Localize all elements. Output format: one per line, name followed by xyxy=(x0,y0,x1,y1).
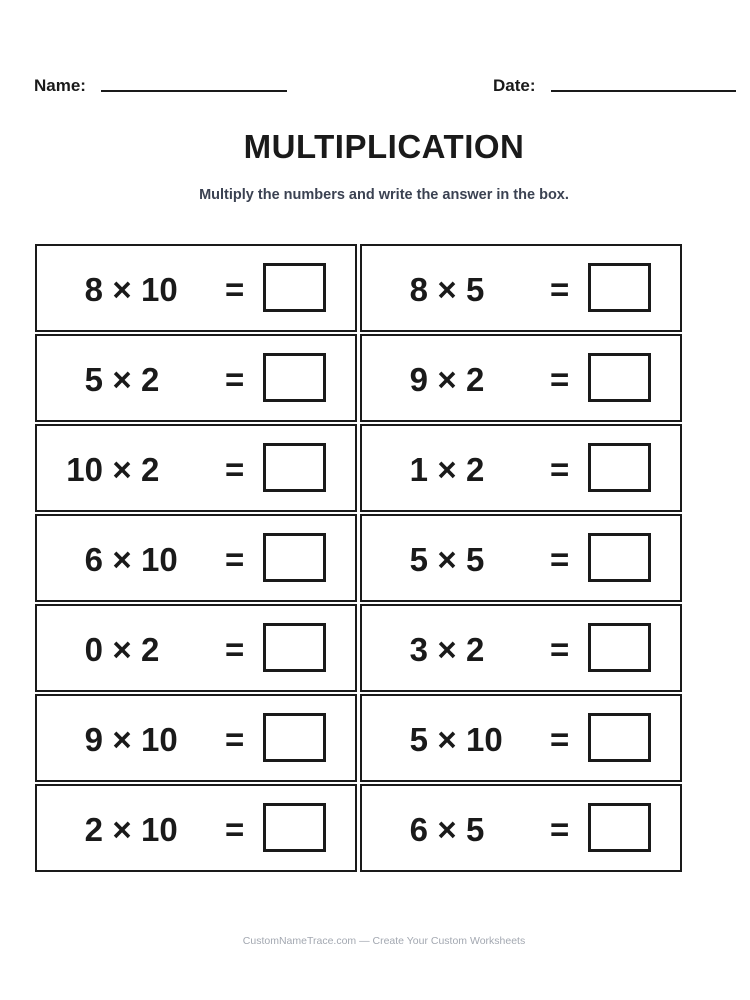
times-sign: × xyxy=(112,451,132,488)
answer-box[interactable] xyxy=(588,353,651,402)
answer-box[interactable] xyxy=(588,533,651,582)
date-label: Date: xyxy=(493,76,536,95)
factor-a: 5 xyxy=(84,361,103,398)
times-sign: × xyxy=(437,451,457,488)
equals-sign: = xyxy=(225,361,245,398)
factor-b: 10 xyxy=(141,541,178,578)
factor-a: 6 xyxy=(84,541,103,578)
times-sign: × xyxy=(112,271,132,308)
problem-cell xyxy=(35,784,357,872)
times-sign: × xyxy=(437,721,457,758)
problem-cell xyxy=(360,334,682,422)
factor-b: 10 xyxy=(466,721,503,758)
factor-a: 9 xyxy=(409,361,428,398)
answer-box[interactable] xyxy=(588,263,651,312)
times-sign: × xyxy=(437,361,457,398)
factor-b: 2 xyxy=(141,361,160,398)
problem-expression xyxy=(362,452,506,488)
factor-a: 5 xyxy=(409,721,428,758)
answer-box[interactable] xyxy=(263,443,326,492)
problem-cell xyxy=(360,244,682,332)
answer-box[interactable] xyxy=(263,353,326,402)
problem-expression xyxy=(37,272,181,308)
equals-sign: = xyxy=(550,631,570,668)
answer-box[interactable] xyxy=(263,533,326,582)
factor-b: 2 xyxy=(141,451,160,488)
problem-cell xyxy=(35,424,357,512)
factor-a: 2 xyxy=(84,811,103,848)
name-label: Name: xyxy=(34,76,86,95)
factor-a: 3 xyxy=(409,631,428,668)
problem-cell xyxy=(35,604,357,692)
problem-expression xyxy=(362,812,506,848)
factor-b: 10 xyxy=(141,271,178,308)
answer-box[interactable] xyxy=(588,713,651,762)
equals-sign: = xyxy=(550,271,570,308)
times-sign: × xyxy=(112,541,132,578)
problem-expression xyxy=(37,632,181,668)
times-sign: × xyxy=(112,361,132,398)
times-sign: × xyxy=(437,631,457,668)
answer-box[interactable] xyxy=(263,713,326,762)
instructions: Multiply the numbers and write the answer in the box. xyxy=(199,187,569,203)
name-line[interactable] xyxy=(101,90,287,92)
equals-sign: = xyxy=(225,271,245,308)
problem-expression xyxy=(362,722,506,758)
factor-a: 5 xyxy=(409,541,428,578)
factor-b: 5 xyxy=(466,811,485,848)
equals-sign: = xyxy=(225,811,245,848)
worksheet-title: MULTIPLICATION xyxy=(243,128,525,165)
factor-a: 1 xyxy=(409,451,428,488)
answer-box[interactable] xyxy=(588,803,651,852)
problem-expression xyxy=(37,362,181,398)
problem-cell xyxy=(360,694,682,782)
times-sign: × xyxy=(112,811,132,848)
factor-a: 0 xyxy=(84,631,103,668)
factor-b: 5 xyxy=(466,541,485,578)
problem-expression xyxy=(362,632,506,668)
problem-expression xyxy=(362,272,506,308)
times-sign: × xyxy=(437,811,457,848)
problem-cell xyxy=(360,514,682,602)
factor-b: 2 xyxy=(466,451,485,488)
problem-cell xyxy=(360,604,682,692)
problem-cell xyxy=(35,244,357,332)
factor-b: 2 xyxy=(141,631,160,668)
factor-b: 5 xyxy=(466,271,485,308)
factor-a: 8 xyxy=(409,271,428,308)
equals-sign: = xyxy=(225,631,245,668)
answer-box[interactable] xyxy=(588,623,651,672)
equals-sign: = xyxy=(550,361,570,398)
problem-expression xyxy=(362,362,506,398)
equals-sign: = xyxy=(225,541,245,578)
factor-a: 10 xyxy=(66,451,103,488)
equals-sign: = xyxy=(550,541,570,578)
times-sign: × xyxy=(112,721,132,758)
factor-a: 8 xyxy=(84,271,103,308)
equals-sign: = xyxy=(225,721,245,758)
equals-sign: = xyxy=(550,451,570,488)
problem-grid xyxy=(35,244,682,872)
answer-box[interactable] xyxy=(588,443,651,492)
factor-b: 10 xyxy=(141,721,178,758)
problem-expression xyxy=(37,722,181,758)
problem-expression xyxy=(362,542,506,578)
factor-b: 2 xyxy=(466,361,485,398)
problem-cell xyxy=(35,514,357,602)
times-sign: × xyxy=(112,631,132,668)
problem-cell xyxy=(35,694,357,782)
problem-cell xyxy=(35,334,357,422)
equals-sign: = xyxy=(225,451,245,488)
problem-cell xyxy=(360,424,682,512)
answer-box[interactable] xyxy=(263,623,326,672)
factor-b: 2 xyxy=(466,631,485,668)
problem-expression xyxy=(37,812,181,848)
factor-a: 6 xyxy=(409,811,428,848)
footer-credit: CustomNameTrace.com — Create Your Custom Worksheets xyxy=(242,935,526,947)
date-line[interactable] xyxy=(551,90,736,92)
times-sign: × xyxy=(437,541,457,578)
answer-box[interactable] xyxy=(263,803,326,852)
problem-cell xyxy=(360,784,682,872)
times-sign: × xyxy=(437,271,457,308)
equals-sign: = xyxy=(550,721,570,758)
factor-b: 10 xyxy=(141,811,178,848)
factor-a: 9 xyxy=(84,721,103,758)
answer-box[interactable] xyxy=(263,263,326,312)
equals-sign: = xyxy=(550,811,570,848)
problem-expression xyxy=(37,542,181,578)
problem-expression xyxy=(37,452,181,488)
